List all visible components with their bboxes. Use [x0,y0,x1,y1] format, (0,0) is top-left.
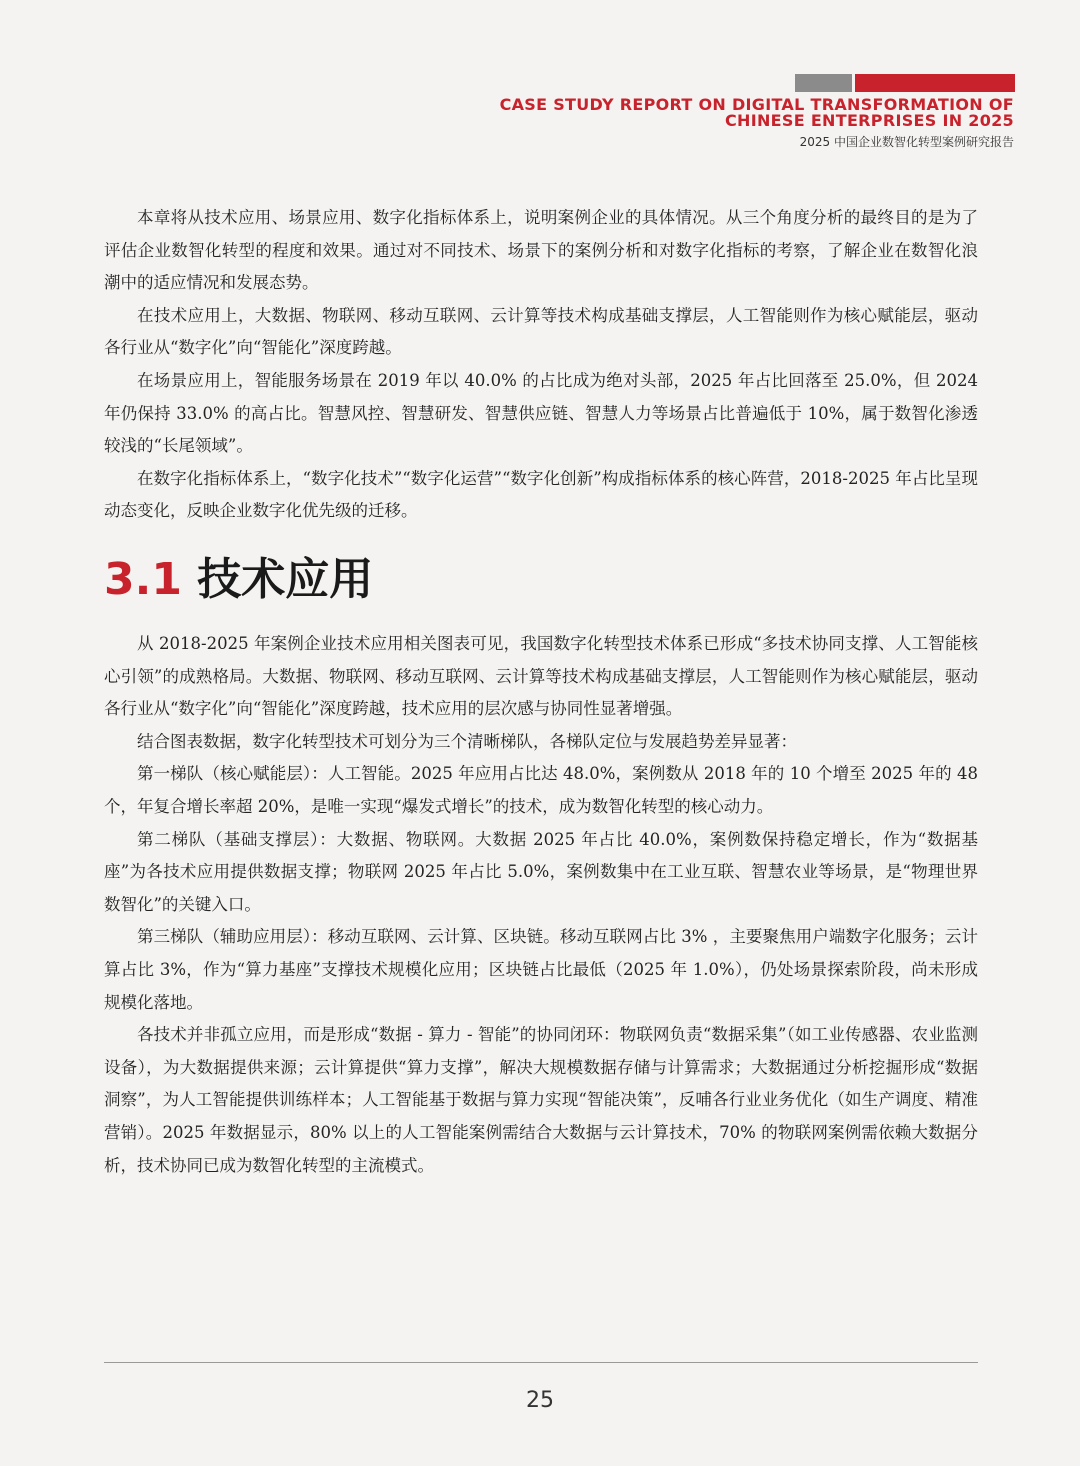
footer-divider [104,1362,978,1363]
header-color-bars [795,74,1015,92]
report-title-cn: 2025 中国企业数智化转型案例研究报告 [799,135,1014,149]
section-body [104,628,978,1182]
page-number: 25 [526,1388,554,1413]
header-gray-bar [795,74,852,92]
report-title-en-line2: CHINESE ENTERPRISES IN 2025 [724,111,1014,130]
intro-paragraph: 在场景应用上，智能服务场景在 2019 年以 40.0% 的占比成为绝对头部，2025 年占比回落至 25.0%，但 2024 年仍保持 33.0% 的高占比。智慧风控、智慧研发、智慧供应链、智慧人力等场景占比普遍低于 10%，属于数智化渗透较浅的“长尾领域”。 [104,370,978,456]
report-title-en [500,97,1014,129]
section-paragraph: 从 2018-2025 年案例企业技术应用相关图表可见，我国数字化转型技术体系已形成“多技术协同支撑、人工智能核心引领”的成熟格局。大数据、物联网、移动互联网、云计算等技术构成基础支撑层，人工智能则作为核心赋能层，驱动各行业从“数字化”向“智能化”深度跨越，技术应用的层次感与协同性显著增强。 [104,634,978,719]
section-paragraph: 第一梯队（核心赋能层）：人工智能。2025 年应用占比达 48.0%，案例数从 2018 年的 10 个增至 2025 年的 48 个，年复合增长率超 20%，是唯一实现“爆发式增长”的技术，成为数智化转型的核心动力。 [104,764,978,816]
header-red-bar [855,74,1015,92]
intro-paragraph: 在技术应用上，大数据、物联网、移动互联网、云计算等技术构成基础支撑层，人工智能则作为核心赋能层，驱动各行业从“数字化”向“智能化”深度跨越。 [104,305,978,358]
intro-paragraph: 本章将从技术应用、场景应用、数字化指标体系上，说明案例企业的具体情况。从三个角度分析的最终目的是为了评估企业数智化转型的程度和效果。通过对不同技术、场景下的案例分析和对数字化指标的考察，了解企业在数智化浪潮中的适应情况和发展态势。 [104,208,978,293]
section-number: 3.1 [104,554,182,605]
section-paragraph: 第三梯队（辅助应用层）：移动互联网、云计算、区块链。移动互联网占比 3% ，主要聚焦用户端数字化服务；云计算占比 3%，作为“算力基座”支撑技术规模化应用；区块链占比最低（2025 年 1.0%），仍处场景探索阶段，尚未形成规模化落地。 [104,927,978,1012]
report-title-en-line1: CASE STUDY REPORT ON DIGITAL TRANSFORMATION OF [499,95,1014,114]
section-heading [104,548,373,612]
intro-paragraph: 在数字化指标体系上，“数字化技术”“数字化运营”“数字化创新”构成指标体系的核心阵营，2018-2025 年占比呈现动态变化，反映企业数字化优先级的迁移。 [104,468,978,521]
section-paragraph: 结合图表数据，数字化转型技术可划分为三个清晰梯队，各梯队定位与发展趋势差异显著： [137,731,797,751]
intro-text [104,202,978,528]
section-paragraph: 各技术并非孤立应用，而是形成“数据 - 算力 - 智能”的协同闭环：物联网负责“数据采集”（如工业传感器、农业监测设备），为大数据提供来源；云计算提供“算力支撑”，解决大规模数据存储与计算需求；大数据通过分析挖掘形成“数据洞察”，为人工智能提供训练样本；人工智能基于数据与算力实现“智能决策”，反哺各行业业务优化（如生产调度、精准营销）。2025 年数据显示，80% 以上的人工智能案例需结合大数据与云计算技术，70% 的物联网案例需依赖大数据分析，技术协同已成为数智化转型的主流模式。 [104,1025,978,1175]
section-title: 技术应用 [197,554,374,605]
section-paragraph: 第二梯队（基础支撑层）：大数据、物联网。大数据 2025 年占比 40.0%，案例数保持稳定增长，作为“数据基座”为各技术应用提供数据支撑；物联网 2025 年占比 5.0%，案例数集中在工业互联、智慧农业等场景，是“物理世界数智化”的关键入口。 [104,829,978,914]
